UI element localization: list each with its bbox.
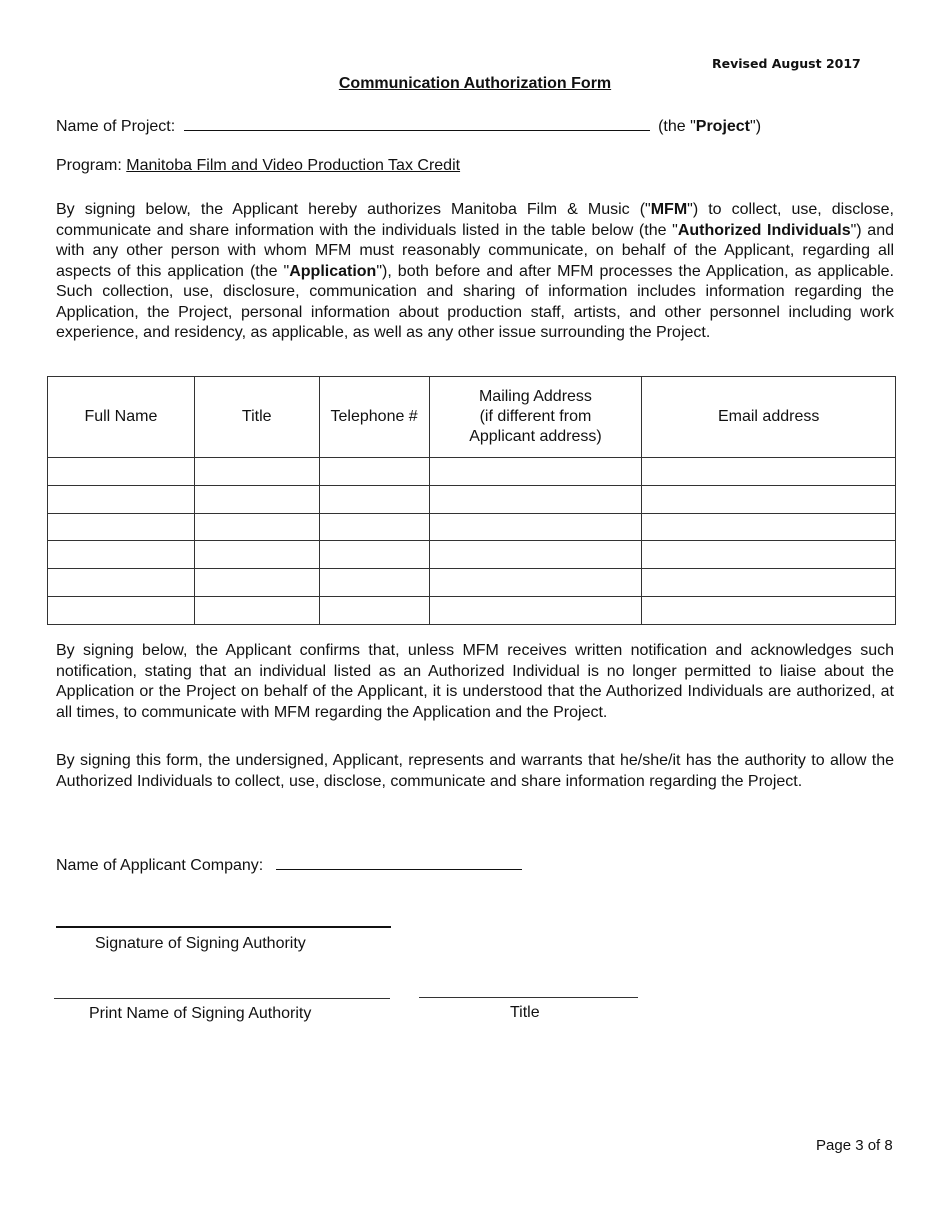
project-name-label: Name of Project: — [56, 118, 176, 135]
table-cell[interactable] — [319, 458, 429, 486]
table-cell[interactable] — [194, 541, 319, 569]
table-cell[interactable] — [319, 596, 429, 624]
col-email: Email address — [642, 377, 896, 458]
authorized-individuals-table — [47, 376, 896, 625]
project-name-field[interactable] — [184, 116, 650, 131]
table-cell[interactable] — [194, 485, 319, 513]
table-cell[interactable] — [429, 485, 642, 513]
col-full-name: Full Name — [48, 377, 195, 458]
table-row — [48, 485, 896, 513]
program-value: Manitoba Film and Video Production Tax Credit — [126, 157, 461, 174]
table-cell[interactable] — [48, 596, 195, 624]
revised-date: Revised August 2017 — [712, 56, 861, 71]
table-cell[interactable] — [48, 485, 195, 513]
applicant-company-label: Name of Applicant Company: — [56, 857, 264, 874]
program-label: Program: — [56, 157, 122, 174]
applicant-company-field[interactable] — [276, 855, 522, 870]
table-cell[interactable] — [194, 513, 319, 541]
table-cell[interactable] — [319, 541, 429, 569]
applicant-company-row — [56, 855, 522, 875]
col-mailing-address: Mailing Address (if different from Applicant address) — [429, 377, 642, 458]
table-cell[interactable] — [194, 596, 319, 624]
table-cell[interactable] — [48, 569, 195, 597]
project-name-row — [56, 116, 761, 136]
table-cell[interactable] — [429, 596, 642, 624]
table-cell[interactable] — [429, 541, 642, 569]
signature-line[interactable] — [56, 926, 391, 928]
col-telephone: Telephone # — [319, 377, 429, 458]
table-row — [48, 458, 896, 486]
title-label: Title — [510, 1004, 540, 1021]
table-cell[interactable] — [642, 513, 896, 541]
table-row — [48, 569, 896, 597]
table-cell[interactable] — [319, 513, 429, 541]
table-cell[interactable] — [642, 596, 896, 624]
project-suffix: (the "Project") — [658, 118, 762, 135]
confirmation-paragraph: By signing below, the Applicant confirms that, unless MFM receives written notification and acknowledges such notification, stating that an individual listed as an Authorized Individual is no longer permitted to liaise about the Application or the Project on behalf of the Applicant, it is understood that the Authorized Individuals are authorized, at all times, to communicate with MFM regarding the Application and the Project. — [56, 642, 894, 721]
table-cell[interactable] — [429, 458, 642, 486]
table-cell[interactable] — [319, 569, 429, 597]
print-name-label: Print Name of Signing Authority — [89, 1005, 312, 1022]
table-header-row — [48, 377, 896, 458]
table-row — [48, 596, 896, 624]
table-cell[interactable] — [642, 569, 896, 597]
table-cell[interactable] — [642, 541, 896, 569]
table-cell[interactable] — [48, 541, 195, 569]
table-cell[interactable] — [48, 513, 195, 541]
page-number: Page 3 of 8 — [816, 1137, 893, 1154]
col-title: Title — [194, 377, 319, 458]
warranty-paragraph: By signing this form, the undersigned, Applicant, represents and warrants that he/she/it has the authority to allow the Authorized Individuals to collect, use, disclose, communicate and share information regarding the Project. — [56, 752, 894, 790]
table-cell[interactable] — [429, 569, 642, 597]
table-cell[interactable] — [194, 458, 319, 486]
table-row — [48, 541, 896, 569]
table-cell[interactable] — [642, 458, 896, 486]
title-line[interactable] — [419, 997, 638, 998]
table-cell[interactable] — [194, 569, 319, 597]
table-cell[interactable] — [429, 513, 642, 541]
authorization-paragraph: By signing below, the Applicant hereby authorizes Manitoba Film & Music ("MFM") to collect, use, disclose, communicate and share information with the individuals listed in the table below (the "Authorized Individuals") and with any other person with whom MFM must reasonably communicate, on behalf of the Applicant, regarding all aspects of this application (the "Application"), both before and after MFM processes the Application, as applicable. Such collection, use, disclosure, communication and sharing of information includes information regarding the Application, the Project, personal information about production staff, artists, and other personnel including work experience, and residency, as applicable, as well as any other issue surrounding the Project. — [56, 201, 894, 341]
program-row — [56, 157, 460, 175]
table-cell[interactable] — [319, 485, 429, 513]
signature-label: Signature of Signing Authority — [95, 935, 306, 952]
table-cell[interactable] — [642, 485, 896, 513]
table-cell[interactable] — [48, 458, 195, 486]
table-row — [48, 513, 896, 541]
form-title: Communication Authorization Form — [338, 75, 612, 92]
print-name-line[interactable] — [54, 998, 390, 999]
